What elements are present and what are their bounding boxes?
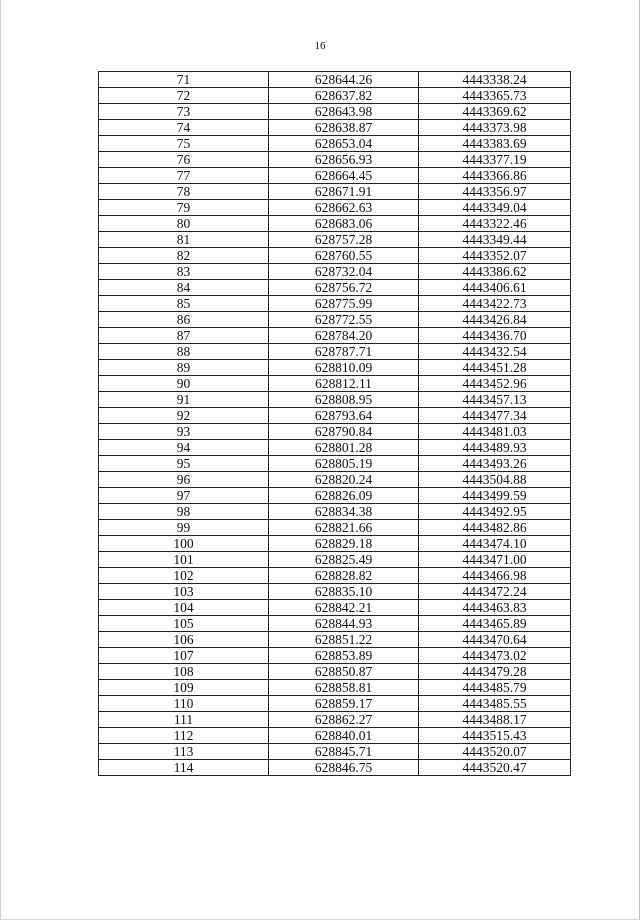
y-coordinate-cell: 4443473.02 <box>419 648 571 664</box>
y-coordinate-cell: 4443322.46 <box>419 216 571 232</box>
table-row <box>99 552 571 568</box>
x-coordinate-cell: 628637.82 <box>269 88 419 104</box>
table-row <box>99 104 571 120</box>
table-row <box>99 744 571 760</box>
point-number-cell: 94 <box>99 440 269 456</box>
point-number-cell: 71 <box>99 72 269 88</box>
y-coordinate-cell: 4443465.89 <box>419 616 571 632</box>
point-number-cell: 78 <box>99 184 269 200</box>
table-row <box>99 120 571 136</box>
y-coordinate-cell: 4443349.44 <box>419 232 571 248</box>
x-coordinate-cell: 628851.22 <box>269 632 419 648</box>
x-coordinate-cell: 628793.64 <box>269 408 419 424</box>
y-coordinate-cell: 4443477.34 <box>419 408 571 424</box>
y-coordinate-cell: 4443366.86 <box>419 168 571 184</box>
y-coordinate-cell: 4443520.07 <box>419 744 571 760</box>
x-coordinate-cell: 628828.82 <box>269 568 419 584</box>
y-coordinate-cell: 4443369.62 <box>419 104 571 120</box>
x-coordinate-cell: 628858.81 <box>269 680 419 696</box>
x-coordinate-cell: 628842.21 <box>269 600 419 616</box>
point-number-cell: 88 <box>99 344 269 360</box>
x-coordinate-cell: 628850.87 <box>269 664 419 680</box>
y-coordinate-cell: 4443451.28 <box>419 360 571 376</box>
point-number-cell: 111 <box>99 712 269 728</box>
point-number-cell: 104 <box>99 600 269 616</box>
y-coordinate-cell: 4443356.97 <box>419 184 571 200</box>
table-row <box>99 232 571 248</box>
point-number-cell: 110 <box>99 696 269 712</box>
x-coordinate-cell: 628643.98 <box>269 104 419 120</box>
y-coordinate-cell: 4443377.19 <box>419 152 571 168</box>
y-coordinate-cell: 4443452.96 <box>419 376 571 392</box>
table-row <box>99 600 571 616</box>
point-number-cell: 112 <box>99 728 269 744</box>
table-row <box>99 536 571 552</box>
point-number-cell: 113 <box>99 744 269 760</box>
table-row <box>99 392 571 408</box>
point-number-cell: 87 <box>99 328 269 344</box>
y-coordinate-cell: 4443422.73 <box>419 296 571 312</box>
x-coordinate-cell: 628846.75 <box>269 760 419 776</box>
x-coordinate-cell: 628656.93 <box>269 152 419 168</box>
x-coordinate-cell: 628775.99 <box>269 296 419 312</box>
point-number-cell: 80 <box>99 216 269 232</box>
table-row <box>99 168 571 184</box>
point-number-cell: 93 <box>99 424 269 440</box>
table-row <box>99 760 571 776</box>
point-number-cell: 102 <box>99 568 269 584</box>
x-coordinate-cell: 628638.87 <box>269 120 419 136</box>
x-coordinate-cell: 628784.20 <box>269 328 419 344</box>
y-coordinate-cell: 4443482.86 <box>419 520 571 536</box>
x-coordinate-cell: 628662.63 <box>269 200 419 216</box>
x-coordinate-cell: 628653.04 <box>269 136 419 152</box>
point-number-cell: 108 <box>99 664 269 680</box>
y-coordinate-cell: 4443466.98 <box>419 568 571 584</box>
table-row <box>99 344 571 360</box>
x-coordinate-cell: 628801.28 <box>269 440 419 456</box>
y-coordinate-cell: 4443352.07 <box>419 248 571 264</box>
y-coordinate-cell: 4443520.47 <box>419 760 571 776</box>
y-coordinate-cell: 4443485.55 <box>419 696 571 712</box>
y-coordinate-cell: 4443436.70 <box>419 328 571 344</box>
table-row <box>99 360 571 376</box>
point-number-cell: 84 <box>99 280 269 296</box>
x-coordinate-cell: 628790.84 <box>269 424 419 440</box>
table-row <box>99 696 571 712</box>
x-coordinate-cell: 628829.18 <box>269 536 419 552</box>
x-coordinate-cell: 628772.55 <box>269 312 419 328</box>
x-coordinate-cell: 628757.28 <box>269 232 419 248</box>
x-coordinate-cell: 628821.66 <box>269 520 419 536</box>
x-coordinate-cell: 628853.89 <box>269 648 419 664</box>
y-coordinate-cell: 4443515.43 <box>419 728 571 744</box>
point-number-cell: 95 <box>99 456 269 472</box>
x-coordinate-cell: 628825.49 <box>269 552 419 568</box>
table-row <box>99 472 571 488</box>
point-number-cell: 92 <box>99 408 269 424</box>
x-coordinate-cell: 628810.09 <box>269 360 419 376</box>
point-number-cell: 83 <box>99 264 269 280</box>
table-row <box>99 680 571 696</box>
point-number-cell: 72 <box>99 88 269 104</box>
y-coordinate-cell: 4443492.95 <box>419 504 571 520</box>
table-row <box>99 328 571 344</box>
point-number-cell: 105 <box>99 616 269 632</box>
coordinates-table <box>98 71 571 776</box>
y-coordinate-cell: 4443472.24 <box>419 584 571 600</box>
x-coordinate-cell: 628812.11 <box>269 376 419 392</box>
table-row <box>99 296 571 312</box>
y-coordinate-cell: 4443481.03 <box>419 424 571 440</box>
x-coordinate-cell: 628644.26 <box>269 72 419 88</box>
x-coordinate-cell: 628826.09 <box>269 488 419 504</box>
x-coordinate-cell: 628834.38 <box>269 504 419 520</box>
point-number-cell: 76 <box>99 152 269 168</box>
point-number-cell: 107 <box>99 648 269 664</box>
y-coordinate-cell: 4443383.69 <box>419 136 571 152</box>
table-row <box>99 376 571 392</box>
y-coordinate-cell: 4443349.04 <box>419 200 571 216</box>
point-number-cell: 90 <box>99 376 269 392</box>
y-coordinate-cell: 4443463.83 <box>419 600 571 616</box>
y-coordinate-cell: 4443373.98 <box>419 120 571 136</box>
x-coordinate-cell: 628671.91 <box>269 184 419 200</box>
table-row <box>99 584 571 600</box>
x-coordinate-cell: 628756.72 <box>269 280 419 296</box>
point-number-cell: 96 <box>99 472 269 488</box>
x-coordinate-cell: 628862.27 <box>269 712 419 728</box>
table-row <box>99 184 571 200</box>
point-number-cell: 85 <box>99 296 269 312</box>
y-coordinate-cell: 4443471.00 <box>419 552 571 568</box>
y-coordinate-cell: 4443470.64 <box>419 632 571 648</box>
x-coordinate-cell: 628845.71 <box>269 744 419 760</box>
table-row <box>99 72 571 88</box>
point-number-cell: 106 <box>99 632 269 648</box>
point-number-cell: 103 <box>99 584 269 600</box>
y-coordinate-cell: 4443426.84 <box>419 312 571 328</box>
x-coordinate-cell: 628859.17 <box>269 696 419 712</box>
table-row <box>99 616 571 632</box>
x-coordinate-cell: 628820.24 <box>269 472 419 488</box>
point-number-cell: 91 <box>99 392 269 408</box>
y-coordinate-cell: 4443457.13 <box>419 392 571 408</box>
y-coordinate-cell: 4443504.88 <box>419 472 571 488</box>
point-number-cell: 98 <box>99 504 269 520</box>
point-number-cell: 97 <box>99 488 269 504</box>
table-row <box>99 408 571 424</box>
y-coordinate-cell: 4443499.59 <box>419 488 571 504</box>
table-row <box>99 312 571 328</box>
x-coordinate-cell: 628808.95 <box>269 392 419 408</box>
table-row <box>99 488 571 504</box>
y-coordinate-cell: 4443493.26 <box>419 456 571 472</box>
point-number-cell: 99 <box>99 520 269 536</box>
x-coordinate-cell: 628840.01 <box>269 728 419 744</box>
x-coordinate-cell: 628835.10 <box>269 584 419 600</box>
point-number-cell: 114 <box>99 760 269 776</box>
table-row <box>99 440 571 456</box>
table-row <box>99 648 571 664</box>
table-row <box>99 664 571 680</box>
x-coordinate-cell: 628732.04 <box>269 264 419 280</box>
point-number-cell: 74 <box>99 120 269 136</box>
point-number-cell: 81 <box>99 232 269 248</box>
point-number-cell: 73 <box>99 104 269 120</box>
table-row <box>99 728 571 744</box>
table-row <box>99 456 571 472</box>
table-row <box>99 632 571 648</box>
y-coordinate-cell: 4443489.93 <box>419 440 571 456</box>
x-coordinate-cell: 628664.45 <box>269 168 419 184</box>
y-coordinate-cell: 4443488.17 <box>419 712 571 728</box>
point-number-cell: 86 <box>99 312 269 328</box>
y-coordinate-cell: 4443406.61 <box>419 280 571 296</box>
table-row <box>99 568 571 584</box>
x-coordinate-cell: 628683.06 <box>269 216 419 232</box>
point-number-cell: 75 <box>99 136 269 152</box>
table-row <box>99 504 571 520</box>
table-row <box>99 88 571 104</box>
point-number-cell: 79 <box>99 200 269 216</box>
y-coordinate-cell: 4443386.62 <box>419 264 571 280</box>
table-row <box>99 248 571 264</box>
page-number: 16 <box>314 40 326 52</box>
y-coordinate-cell: 4443485.79 <box>419 680 571 696</box>
table-row <box>99 152 571 168</box>
table-row <box>99 200 571 216</box>
table-row <box>99 712 571 728</box>
y-coordinate-cell: 4443432.54 <box>419 344 571 360</box>
point-number-cell: 77 <box>99 168 269 184</box>
point-number-cell: 82 <box>99 248 269 264</box>
point-number-cell: 109 <box>99 680 269 696</box>
y-coordinate-cell: 4443338.24 <box>419 72 571 88</box>
y-coordinate-cell: 4443474.10 <box>419 536 571 552</box>
point-number-cell: 100 <box>99 536 269 552</box>
table-row <box>99 424 571 440</box>
table-row <box>99 280 571 296</box>
x-coordinate-cell: 628844.93 <box>269 616 419 632</box>
point-number-cell: 101 <box>99 552 269 568</box>
table-row <box>99 520 571 536</box>
table-row <box>99 264 571 280</box>
coordinates-table-body <box>99 72 571 776</box>
point-number-cell: 89 <box>99 360 269 376</box>
x-coordinate-cell: 628760.55 <box>269 248 419 264</box>
table-row <box>99 136 571 152</box>
x-coordinate-cell: 628787.71 <box>269 344 419 360</box>
table-row <box>99 216 571 232</box>
y-coordinate-cell: 4443365.73 <box>419 88 571 104</box>
y-coordinate-cell: 4443479.28 <box>419 664 571 680</box>
x-coordinate-cell: 628805.19 <box>269 456 419 472</box>
